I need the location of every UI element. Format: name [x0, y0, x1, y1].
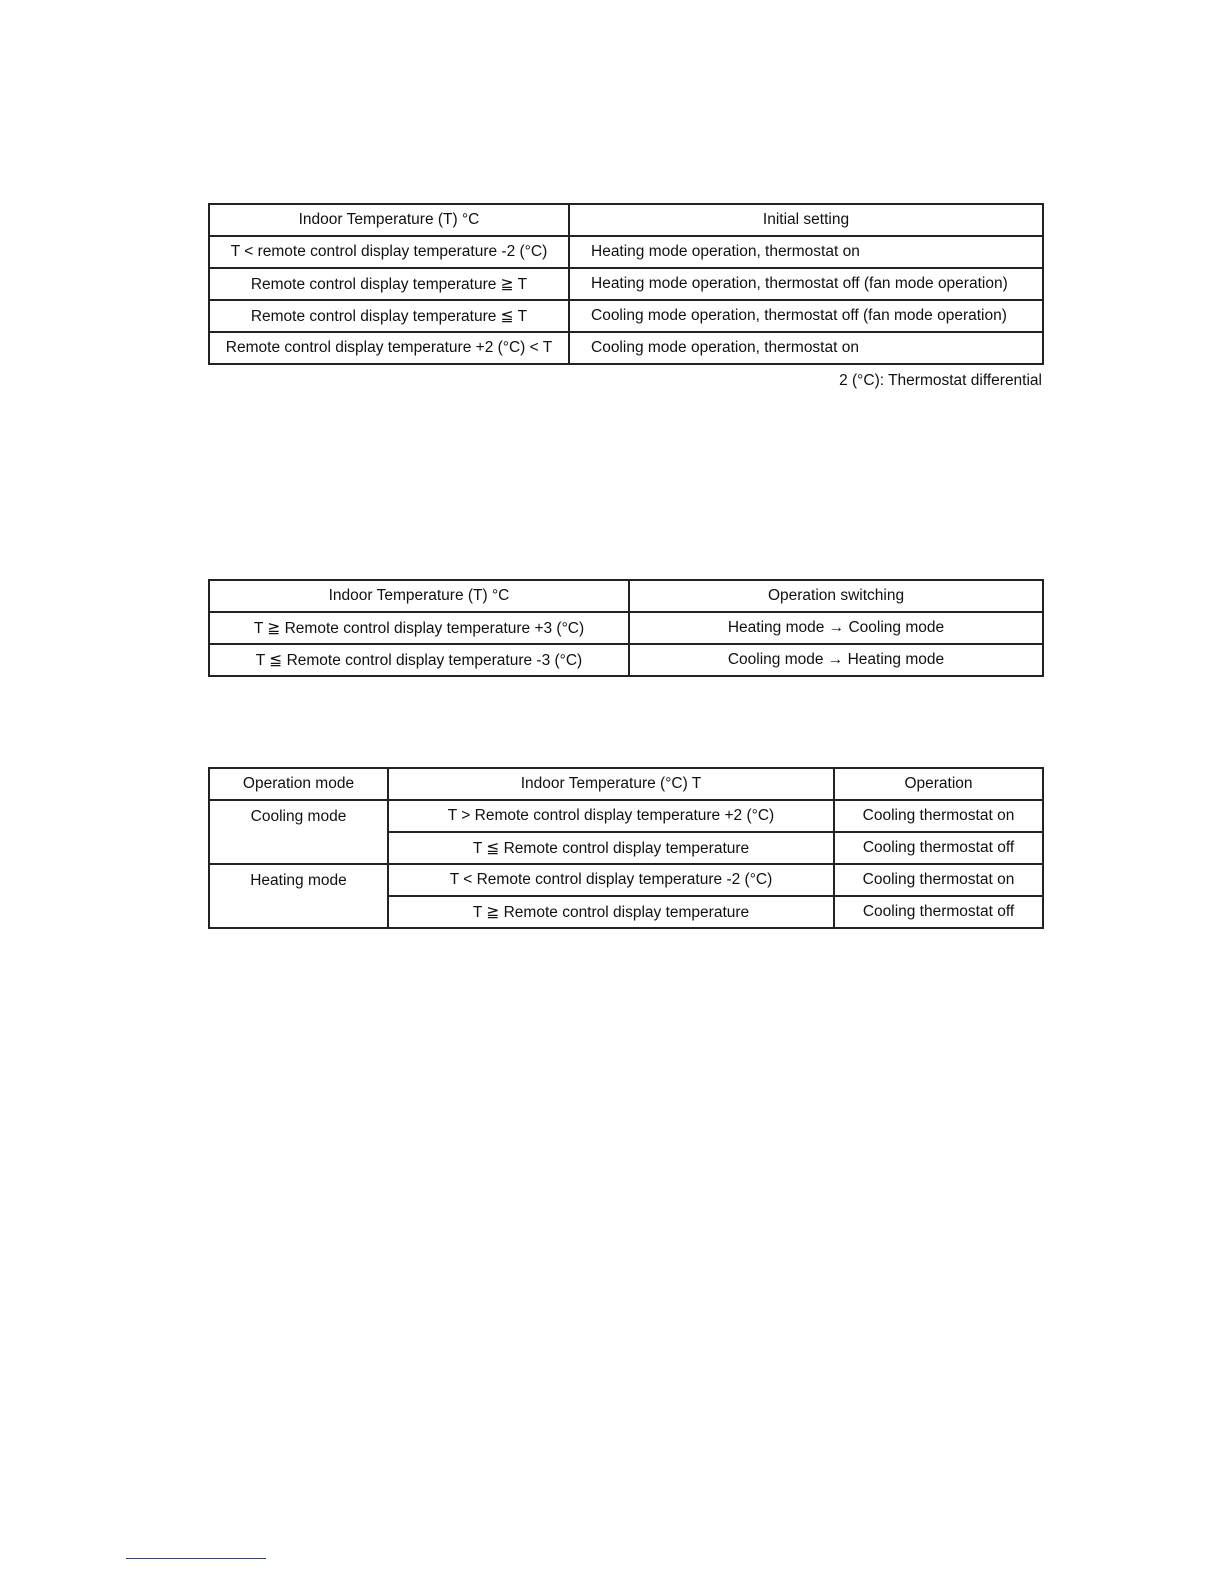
table-header: Operation: [834, 768, 1043, 800]
table-cell: Remote control display temperature ≧ T: [209, 268, 569, 300]
table-row: [209, 268, 1043, 300]
operation-switching-table: [208, 579, 1044, 677]
footnote-separator: [126, 1558, 266, 1559]
table-cell: T ≧ Remote control display temperature: [388, 896, 834, 928]
table-cell: Cooling mode operation, thermostat on: [569, 332, 1043, 364]
table-cell: Cooling thermostat off: [834, 896, 1043, 928]
table-cell: Cooling mode operation, thermostat off (fan mode operation): [569, 300, 1043, 332]
table-row: [209, 864, 1043, 896]
table-cell: T < remote control display temperature -2 (°C): [209, 236, 569, 268]
table-cell: T ≧ Remote control display temperature +3 (°C): [209, 612, 629, 644]
table-row: [209, 236, 1043, 268]
table-cell: Heating mode operation, thermostat on: [569, 236, 1043, 268]
table-header: Operation mode: [209, 768, 388, 800]
operation-mode-table: [208, 767, 1044, 929]
table-cell: T > Remote control display temperature +2 (°C): [388, 800, 834, 832]
table-cell: Heating mode operation, thermostat off (fan mode operation): [569, 268, 1043, 300]
table-header: Indoor Temperature (°C) T: [388, 768, 834, 800]
table-header-row: [209, 204, 1043, 236]
thermostat-differential-note: 2 (°C): Thermostat differential: [839, 372, 1042, 389]
table-cell: Remote control display temperature ≦ T: [209, 300, 569, 332]
table-header: Operation switching: [629, 580, 1043, 612]
table-row: [209, 612, 1043, 644]
table-cell: Remote control display temperature +2 (°C) < T: [209, 332, 569, 364]
table-header: Indoor Temperature (T) °C: [209, 204, 569, 236]
table-row: [209, 644, 1043, 676]
table-header-row: [209, 580, 1043, 612]
table-cell: T ≦ Remote control display temperature -3 (°C): [209, 644, 629, 676]
table-cell: Cooling thermostat off: [834, 832, 1043, 864]
table-cell: T < Remote control display temperature -2 (°C): [388, 864, 834, 896]
table-header: Initial setting: [569, 204, 1043, 236]
table-cell: T ≦ Remote control display temperature: [388, 832, 834, 864]
table-row: [209, 332, 1043, 364]
table-cell: Cooling mode → Heating mode: [629, 644, 1043, 676]
table-cell: Heating mode → Cooling mode: [629, 612, 1043, 644]
initial-setting-table: [208, 203, 1044, 365]
table-cell: Cooling thermostat on: [834, 864, 1043, 896]
table-row: [209, 800, 1043, 832]
table-header: Indoor Temperature (T) °C: [209, 580, 629, 612]
table-cell: Cooling thermostat on: [834, 800, 1043, 832]
operation-mode-cell: Cooling mode: [209, 800, 388, 864]
table-header-row: [209, 768, 1043, 800]
table-row: [209, 300, 1043, 332]
operation-mode-cell: Heating mode: [209, 864, 388, 928]
